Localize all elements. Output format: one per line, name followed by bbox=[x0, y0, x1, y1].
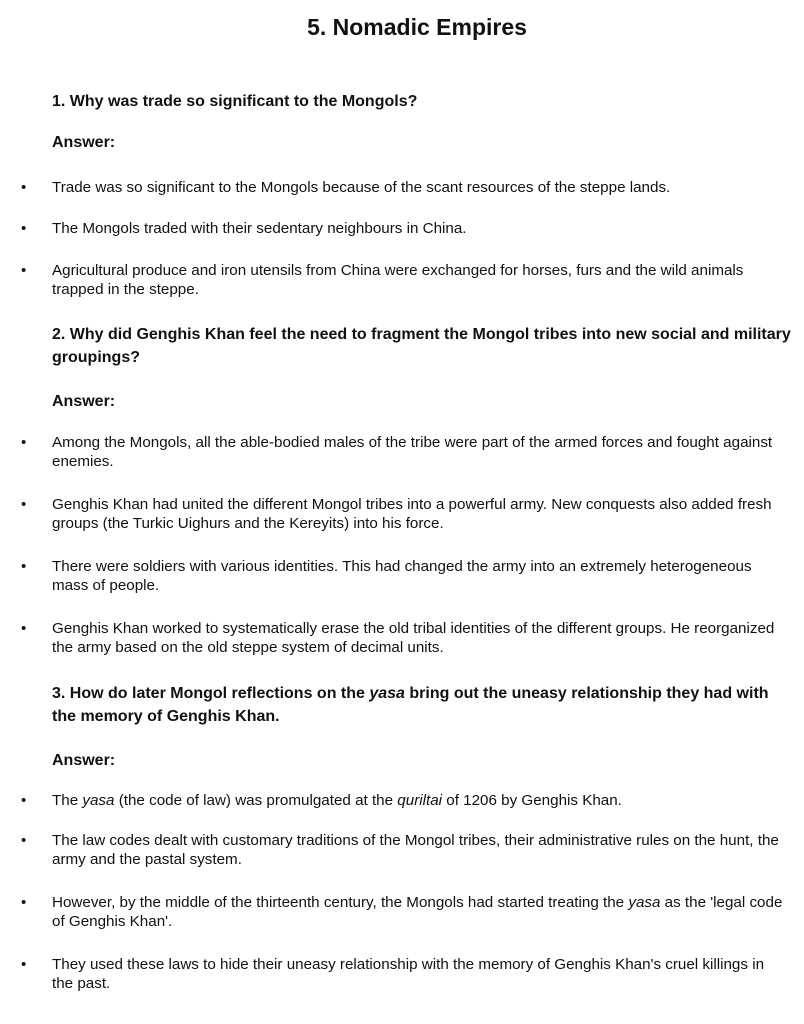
answer-text: They used these laws to hide their uneasy relationship with the memory of Genghis Khan's cruel killings in the past. bbox=[52, 956, 765, 992]
question-1: 1. Why was trade so significant to the Mongols? bbox=[52, 93, 418, 110]
answer-text: Genghis Khan had united the different Mongol tribes into a powerful army. New conquests also added fresh groups (the Turkic Uighurs and the Kereyits) into his force. bbox=[52, 496, 772, 532]
bullet-icon: • bbox=[21, 894, 27, 911]
bullet-icon: • bbox=[21, 434, 27, 451]
bullet-icon: • bbox=[21, 262, 27, 279]
bullet-icon: • bbox=[21, 792, 27, 809]
bullet-icon: • bbox=[21, 558, 27, 575]
answer-text: Agricultural produce and iron utensils from China were exchanged for horses, furs and the wild animals trapped in the steppe. bbox=[52, 262, 744, 298]
list-item bbox=[21, 495, 781, 533]
answer-text: There were soldiers with various identities. This had changed the army into an extremely heterogeneous mass of people. bbox=[52, 558, 752, 594]
bullet-icon: • bbox=[21, 956, 27, 973]
list-item bbox=[21, 955, 781, 993]
list-item bbox=[21, 261, 781, 299]
list-item bbox=[21, 619, 781, 657]
answer-label-2: Answer: bbox=[52, 393, 116, 410]
page-title: 5. Nomadic Empires bbox=[307, 14, 527, 40]
list-item bbox=[21, 557, 781, 595]
answer-text: The law codes dealt with customary traditions of the Mongol tribes, their administrative rules on the hunt, the army and the pastal system. bbox=[52, 832, 779, 868]
answer-text: Among the Mongols, all the able-bodied males of the tribe were part of the armed forces and fought against enemies. bbox=[52, 434, 773, 470]
bullet-icon: • bbox=[21, 832, 27, 849]
bullet-icon: • bbox=[21, 620, 27, 637]
list-item bbox=[21, 791, 781, 810]
answer-text: Genghis Khan worked to systematically erase the old tribal identities of the different groups. He reorganized the army based on the old steppe system of decimal units. bbox=[52, 620, 775, 656]
list-item bbox=[21, 893, 781, 931]
list-item bbox=[21, 178, 781, 197]
answer-text: The Mongols traded with their sedentary neighbours in China. bbox=[52, 220, 467, 237]
answer-text: However, by the middle of the thirteenth century, the Mongols had started treating the yasa as the 'legal code of Genghis Khan'. bbox=[52, 894, 783, 930]
answer-label-3: Answer: bbox=[52, 752, 116, 769]
answer-label-1: Answer: bbox=[52, 134, 116, 151]
bullet-icon: • bbox=[21, 496, 27, 513]
answer-text: Trade was so significant to the Mongols because of the scant resources of the steppe lands. bbox=[52, 179, 671, 196]
bullet-icon: • bbox=[21, 220, 27, 237]
list-item bbox=[21, 831, 781, 869]
question-2: 2. Why did Genghis Khan feel the need to fragment the Mongol tribes into new social and military groupings? bbox=[52, 326, 791, 366]
list-item bbox=[21, 219, 781, 238]
list-item bbox=[21, 433, 781, 471]
answer-text: The yasa (the code of law) was promulgated at the quriltai of 1206 by Genghis Khan. bbox=[52, 792, 622, 809]
question-3: 3. How do later Mongol reflections on the yasa bring out the uneasy relationship they had with the memory of Genghis Khan. bbox=[52, 685, 769, 725]
bullet-icon: • bbox=[21, 179, 27, 196]
